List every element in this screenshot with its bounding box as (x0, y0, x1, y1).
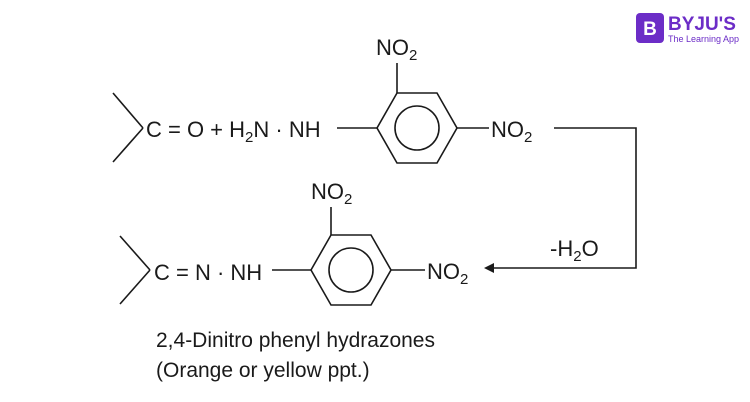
top-nitro-group-reactant: $NO_2$ (376, 35, 418, 64)
top-nitro-group-product: $NO_2$ (311, 179, 353, 208)
brand-name: BYJU'S (668, 14, 736, 35)
carbonyl-upper-bond (113, 93, 143, 128)
reactant-equation (113, 35, 532, 163)
condition-label: $-H_2O$ (550, 236, 599, 265)
carbonyl-plus-hydrazine-text: $C = O + H_2N$ · NH (146, 117, 321, 146)
caption-line-1: 2,4-Dinitro phenyl hydrazones (156, 329, 435, 352)
benzene-ring-product (311, 235, 391, 305)
right-nitro-group-reactant: $NO_2$ (491, 117, 533, 146)
imine-upper-bond (120, 236, 150, 270)
benzene-ring-reactant (377, 93, 457, 163)
brand-tagline: The Learning App (668, 34, 740, 44)
logo-letter: B (643, 19, 657, 40)
arrow-head (484, 263, 494, 273)
imine-lower-bond (120, 270, 150, 304)
caption-line-2: (Orange or yellow ppt.) (156, 359, 370, 382)
product-equation (120, 179, 468, 305)
carbonyl-lower-bond (113, 128, 143, 162)
benzene-aromatic-circle-reactant (395, 106, 439, 150)
hydrazone-linkage-text: C = N · NH (154, 260, 263, 285)
byjus-logo (636, 13, 739, 44)
right-nitro-group-product: $NO_2$ (427, 259, 469, 288)
benzene-aromatic-circle-product (329, 248, 373, 292)
reaction-arrow (484, 128, 636, 273)
